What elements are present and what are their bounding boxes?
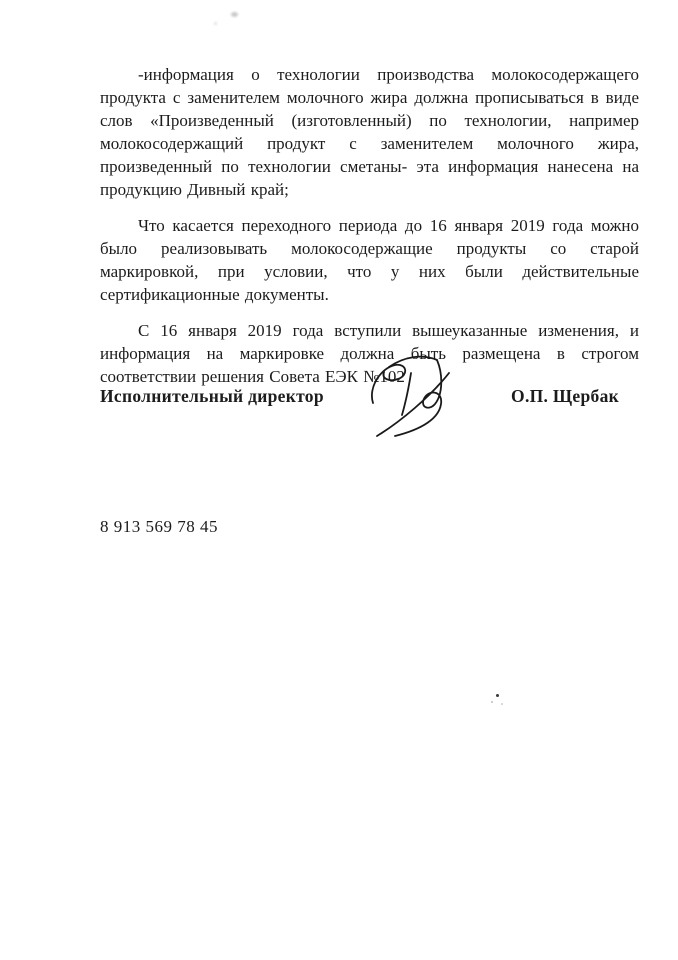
scan-speck xyxy=(214,22,217,25)
scan-speck xyxy=(231,12,238,17)
signer-name: О.П. Щербак xyxy=(511,386,619,406)
scan-speck xyxy=(501,703,503,705)
signer-title: Исполнительный директор xyxy=(100,386,324,406)
paragraph-technology-labeling: -информация о технологии производства молокосодержащего продукта с заменителем молочного жира должна прописываться в виде слов «Произведенный (изготовленный) по технологии, например молокосодержащий продукт с заменителем молочного жира, произведенный по технологии сметаны- эта информация нанесена на продукцию Дивный край; xyxy=(100,65,639,199)
handwritten-signature xyxy=(364,352,456,438)
contact-phone: 8 913 569 78 45 xyxy=(100,517,218,536)
scan-speck xyxy=(491,701,493,703)
paragraph-effective-date: С 16 января 2019 года вступили вышеуказанные изменения, и информация на маркировке должна быть размещена в строгом соответствии решения Совета ЕЭК №102 xyxy=(100,321,639,386)
signature-block xyxy=(100,350,639,438)
paragraph-transition-period: Что касается переходного периода до 16 января 2019 года можно было реализовывать молокосодержащие продукты со старой маркировкой, при условии, что у них были действительные сертификационные документы. xyxy=(100,216,639,304)
scan-speck xyxy=(496,694,499,697)
